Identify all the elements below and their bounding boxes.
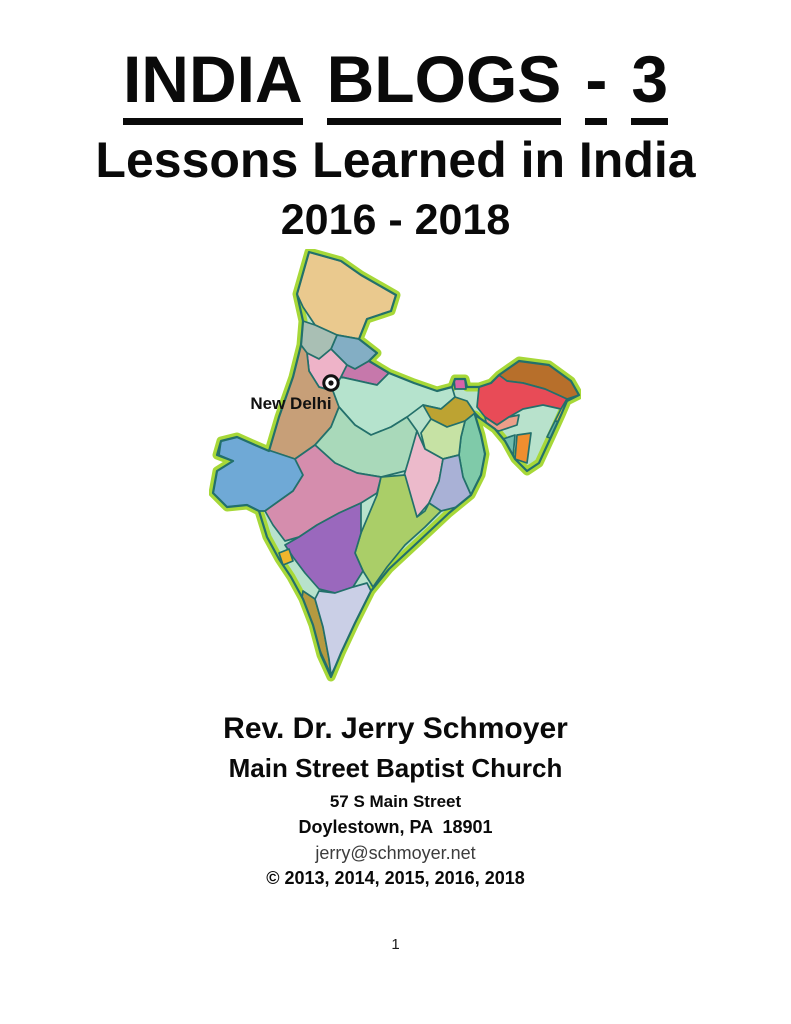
church-name: Main Street Baptist Church [228, 753, 563, 783]
new-delhi-label: New Delhi [250, 394, 332, 413]
title-word-india: INDIA [123, 46, 303, 125]
email-address: jerry@schmoyer.net [315, 843, 476, 863]
title-word-blogs: BLOGS [327, 46, 562, 125]
date-range: 2016 - 2018 [280, 196, 511, 244]
city-state-zip: Doylestown, PA 18901 [298, 817, 493, 837]
title-word-number: 3 [631, 46, 668, 125]
page-subtitle: Lessons Learned in India [95, 132, 696, 188]
new-delhi-marker [324, 376, 338, 390]
page-title [0, 42, 791, 125]
india-map-illustration [209, 249, 581, 686]
page-number: 1 [391, 936, 400, 953]
title-word-dash: - [585, 46, 607, 125]
copyright-line: © 2013, 2014, 2015, 2016, 2018 [266, 868, 525, 888]
street-address: 57 S Main Street [329, 792, 462, 811]
state-sikkim [454, 379, 466, 389]
author-name: Rev. Dr. Jerry Schmoyer [223, 712, 568, 745]
india-states-map [209, 249, 581, 686]
